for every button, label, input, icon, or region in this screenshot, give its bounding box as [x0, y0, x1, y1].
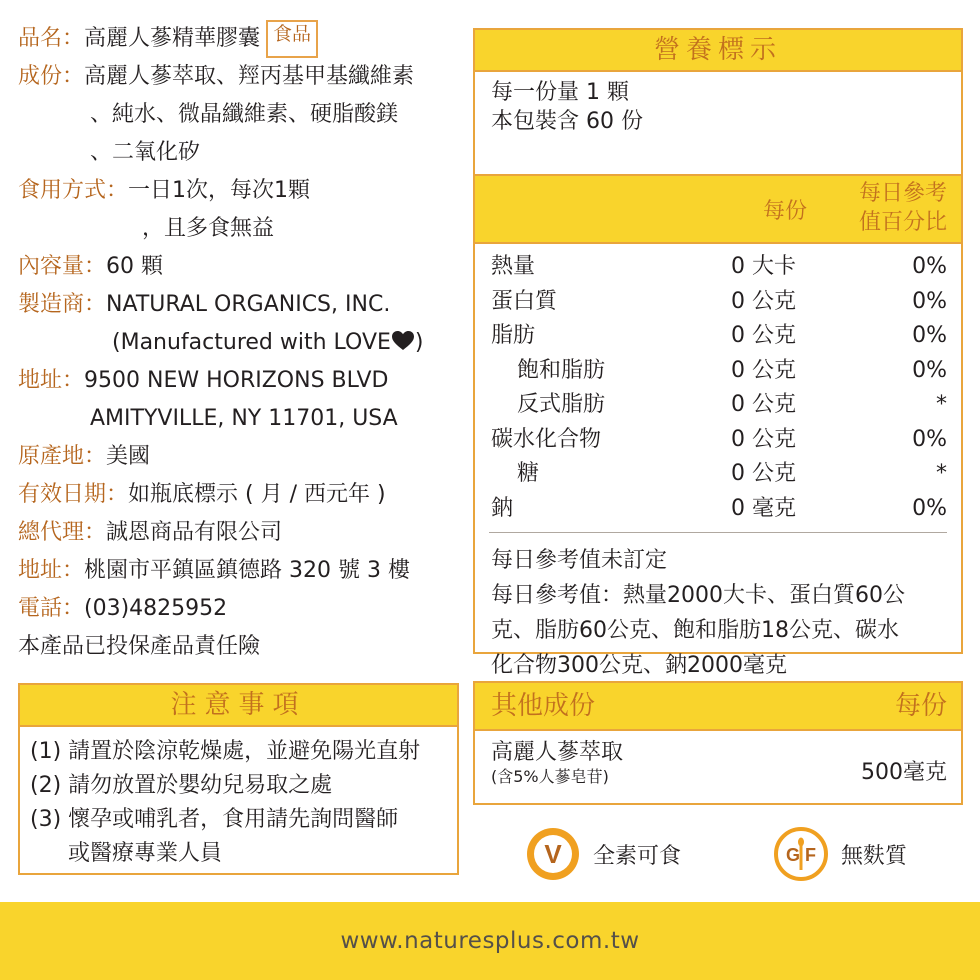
website-link[interactable]: www.naturesplus.com.tw	[340, 928, 640, 954]
ingredient-amount: 500毫克	[861, 760, 947, 785]
svg-text:V: V	[544, 839, 562, 869]
nutrient-name: 糖	[517, 461, 540, 486]
nutrient-dv: 0%	[912, 254, 947, 279]
nutrition-row	[475, 492, 961, 527]
other-ingredients-body	[475, 731, 961, 787]
address-label: 地址：	[18, 368, 85, 393]
nutrient-amount: 0 毫克	[731, 495, 796, 521]
nutrient-amount: 0 大卡	[731, 254, 796, 279]
gluten-free-icon	[773, 826, 829, 882]
other-ingredients-col: 每份	[894, 691, 947, 721]
vegan-icon	[525, 826, 581, 882]
nutrition-header	[475, 174, 961, 244]
agent-address-row	[18, 552, 468, 590]
nutrient-name: 鈉	[491, 495, 514, 521]
serving-info	[475, 72, 961, 176]
ingredients-line-2: 、純水、微晶纖維素、硬脂酸鎂	[90, 102, 399, 127]
col-daily-value-line-1: 每日參考	[858, 181, 947, 206]
col-daily-value	[859, 179, 947, 237]
footnote-reference-line-1: 每日參考值：熱量2000大卡、蛋白質60公	[491, 583, 905, 608]
col-per-serving: 每份	[762, 199, 807, 224]
nutrient-name: 飽和脂肪	[517, 357, 606, 383]
nutrition-row	[475, 457, 961, 492]
phone-label: 電話：	[18, 596, 85, 621]
maker-row	[18, 286, 468, 324]
nutrient-dv: 0%	[912, 357, 947, 383]
content-label: 內容量：	[18, 254, 107, 279]
origin-label: 原產地：	[18, 444, 107, 469]
content-row	[18, 248, 468, 286]
agent-address-value: 桃園市平鎮區鎮德路 320 號 3 樓	[84, 558, 410, 583]
food-tag: 食品	[266, 20, 318, 58]
nutrient-dv: *	[936, 392, 947, 417]
nutrition-row	[475, 423, 961, 458]
nutrition-rows	[475, 244, 961, 526]
vegan-badge	[525, 826, 681, 882]
nutrient-amount: 0 公克	[731, 323, 796, 348]
nutrition-row	[475, 250, 961, 285]
origin-row	[18, 438, 468, 476]
nutrient-amount: 0 公克	[731, 357, 796, 383]
product-name-label: 品名：	[18, 26, 85, 51]
ingredient-note: (含5%人蔘皂苷)	[491, 767, 609, 786]
ingredients-label: 成份：	[18, 64, 85, 89]
insurance-note: 本產品已投保產品責任險	[18, 634, 261, 659]
ingredients-value: 高麗人蔘萃取、羥丙基甲基纖維素	[84, 64, 415, 89]
nutrient-name: 碳水化合物	[491, 426, 602, 452]
usage-value: 一日1次，每次1顆	[128, 178, 311, 203]
footnote-undetermined: 每日參考值未訂定	[491, 548, 668, 573]
caution-item-2: (2) 請勿放置於嬰幼兒易取之處	[30, 773, 333, 798]
agent-value: 誠恩商品有限公司	[106, 520, 283, 545]
address-value: 9500 NEW HORIZONS BLVD	[84, 368, 389, 393]
vegan-label: 全素可食	[593, 843, 682, 869]
address-line-2: AMITYVILLE, NY 11701, USA	[90, 406, 398, 431]
nutrient-amount: 0 公克	[731, 461, 796, 486]
maker-value: NATURAL ORGANICS, INC.	[106, 292, 391, 317]
nutrient-name: 蛋白質	[491, 288, 558, 314]
caution-item-3-cont: 或醫療專業人員	[68, 841, 223, 866]
footnote-reference-line-2: 克、脂肪60公克、飽和脂肪18公克、碳水	[491, 618, 899, 643]
usage-line-2: ，且多食無益	[142, 216, 275, 241]
maker-note-close: )	[414, 330, 424, 355]
maker-note	[18, 324, 468, 362]
usage-row	[18, 172, 468, 210]
address-row	[18, 362, 468, 400]
maker-label: 製造商：	[18, 292, 107, 317]
gluten-free-label: 無麩質	[841, 843, 908, 869]
caution-panel	[18, 683, 459, 875]
nutrition-footnote	[475, 533, 961, 683]
product-name-value: 高麗人蔘精華膠囊	[84, 26, 261, 51]
agent-label: 總代理：	[18, 520, 107, 545]
expiry-label: 有效日期：	[18, 482, 129, 507]
caution-list	[20, 727, 457, 871]
nutrient-name: 脂肪	[491, 323, 536, 348]
footer-bar	[0, 902, 980, 980]
product-info	[18, 20, 468, 666]
nutrient-name: 熱量	[491, 254, 536, 279]
footnote-reference-line-3: 化合物300公克、鈉2000毫克	[491, 653, 787, 678]
maker-note-text: (Manufactured with LOVE	[112, 330, 391, 355]
product-name-row	[18, 20, 468, 58]
usage-label: 食用方式：	[18, 178, 129, 203]
nutrient-dv: 0%	[912, 323, 947, 348]
nutrient-name: 反式脂肪	[517, 392, 606, 417]
ingredient-name: 高麗人蔘萃取	[491, 740, 624, 765]
heart-icon	[391, 329, 415, 353]
nutrition-row	[475, 285, 961, 320]
badges	[525, 826, 945, 882]
other-ingredients-panel	[473, 681, 963, 805]
nutrition-row	[475, 319, 961, 354]
expiry-value: 如瓶底標示 ( 月 / 西元年 )	[128, 482, 386, 507]
nutrient-dv: 0%	[912, 288, 947, 314]
other-ingredients-header	[475, 683, 961, 731]
serving-size: 每一份量 1 顆	[491, 80, 629, 105]
agent-address-label: 地址：	[18, 558, 85, 583]
phone-row	[18, 590, 468, 628]
ingredients-row	[18, 58, 468, 96]
nutrition-panel	[473, 28, 963, 678]
gluten-free-badge	[773, 826, 907, 882]
svg-text:G F: G F	[786, 845, 816, 865]
caution-item-3: (3) 懷孕或哺乳者，食用請先詢問醫師	[30, 807, 399, 832]
other-ingredients-title: 其他成份	[491, 691, 596, 721]
nutrient-dv: 0%	[912, 495, 947, 521]
nutrient-dv: 0%	[912, 426, 947, 452]
nutrient-dv: *	[936, 461, 947, 486]
nutrition-title: 營養標示	[475, 30, 961, 72]
servings-per-pack: 本包裝含 60 份	[491, 109, 643, 134]
phone-value: (03)4825952	[84, 596, 228, 621]
nutrient-amount: 0 公克	[731, 426, 796, 452]
ingredients-line-3: 、二氧化矽	[90, 140, 201, 165]
caution-title: 注意事項	[20, 685, 457, 727]
caution-item-1: (1) 請置於陰涼乾燥處，並避免陽光直射	[30, 739, 421, 764]
agent-row	[18, 514, 468, 552]
expiry-row	[18, 476, 468, 514]
col-daily-value-line-2: 值百分比	[858, 210, 947, 235]
nutrient-amount: 0 公克	[731, 288, 796, 314]
origin-value: 美國	[106, 444, 151, 469]
nutrition-row	[475, 354, 961, 389]
content-value: 60 顆	[106, 254, 164, 279]
nutrition-row	[475, 388, 961, 423]
nutrient-amount: 0 公克	[731, 392, 796, 417]
